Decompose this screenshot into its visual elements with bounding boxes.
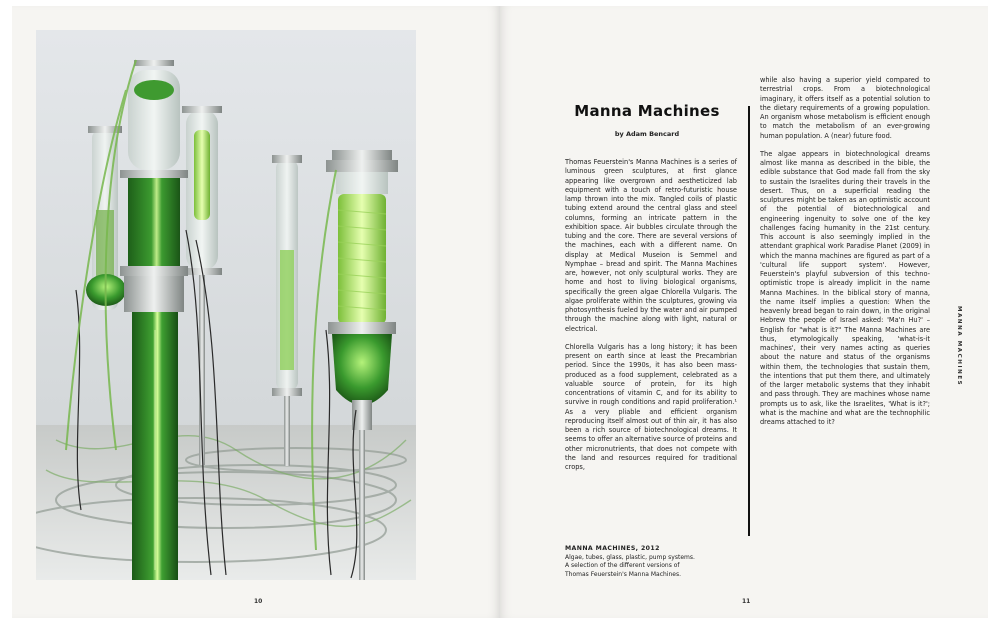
paragraph: The algae appears in biotechnological dreams almost like manna as described in the bible, the edible substance that God made fall from the sky to sustain the Israelites during their travels in the desert. Thus, on a superficial reading the sculptures might be taken as an optimistic account of the potential of biotechnological and engineering ingenuity to solve one of the key challenges facing humanity in the 21st century. This account is also seemingly implied in the attendant graphical work Paradise Planet (2009) in which the manna machines are figured as part of a 'cultural life support system'. However, Feuerstein's playful subversion of this techno-optimistic trope is already implicit in the name Manna Machines. In the biblical story of manna, the name itself implies a question: When the heavenly bread began to rain down, in the original Hebrew the people of Israel asked: 'Ma'n Hu?' – English for "what is it?" The Manna Machines are thus, etymologically speaking, 'what-is-it machines', their very names acting as queries about the nature and status of the organisms within them, the technologies that sustain them, the intentions that put them there, and ultimately of the larger metabolic systems that they inhabit and pass through. They are machines whose name prompts us to ask, like the Israelites, 'What is it?'; what is the machine and what are the technophilic dreams attached to it? — [760, 149, 930, 426]
right-page — [500, 6, 988, 618]
running-title: MANNA MACHINES — [956, 306, 962, 387]
left-page — [12, 6, 500, 618]
column-divider — [748, 106, 750, 536]
article-column-2 — [760, 76, 930, 436]
caption-title: MANNA MACHINES, 2012 — [565, 545, 660, 552]
caption-line: Thomas Feuerstein's Manna Machines. — [565, 570, 681, 578]
caption-line: A selection of the different versions of — [565, 562, 680, 569]
photo-caption — [565, 545, 745, 579]
caption-line: Algae, tubes, glass, plastic, pump systems. — [565, 553, 695, 561]
manna-machines-installation-photo — [36, 30, 416, 580]
article-title: Manna Machines — [574, 102, 720, 120]
paragraph: Chlorella Vulgaris has a long history; it has been present on earth since at least the Precambrian period. Since the 1990s, it has also been mass-produced as a food supplement, celebrated as a valuable source of protein, for its high concentrations of vitamin C, and for its ability to survive in rough conditions and rapid proliferation.¹ As a very pliable and efficient organism reproducing itself almost out of thin air, it has also been a rich source of biotechnological dreams. It seems to offer an alternative source of proteins and other micronutrients, that does not compete with the land and resources required for traditional crops, — [565, 342, 737, 471]
paragraph: while also having a superior yield compared to terrestrial crops. From a biotechnological imaginary, it offers itself as a potential solution to the dietary requirements of a growing population. An organism whose metabolism is efficient enough to match the metabolism of an ever-growing human population. A (near) future food. — [760, 76, 930, 140]
article-column-1 — [565, 158, 737, 481]
paragraph: Thomas Feuerstein's Manna Machines is a series of luminous green sculptures, at first glance appearing like overgrown and aestheticized lab equipment with a touch of retro-futuristic house lamp thrown into the mix. Tangled coils of plastic tubing extend around the central glass and steel columns, forming an intricate pattern in the exhibition space. Air bubbles circulate through the tubing and the core. There are several versions of the machines, each with a different name. On display at Medical Museion is Semmel and Nymphae – bread and spirit. The Manna Machines are, however, not only sculptural works. They are home and host to living biological organisms, specifically the green algae Chlorella Vulgaris. The algae proliferate within the sculptures, growing via photosynthesis fueled by the water and air pumped through the machine along with light, natural or electrical. — [565, 158, 737, 333]
page-number-right: 11 — [742, 598, 751, 605]
page-number-left: 10 — [254, 598, 263, 605]
article-byline: by Adam Bencard — [614, 130, 680, 138]
